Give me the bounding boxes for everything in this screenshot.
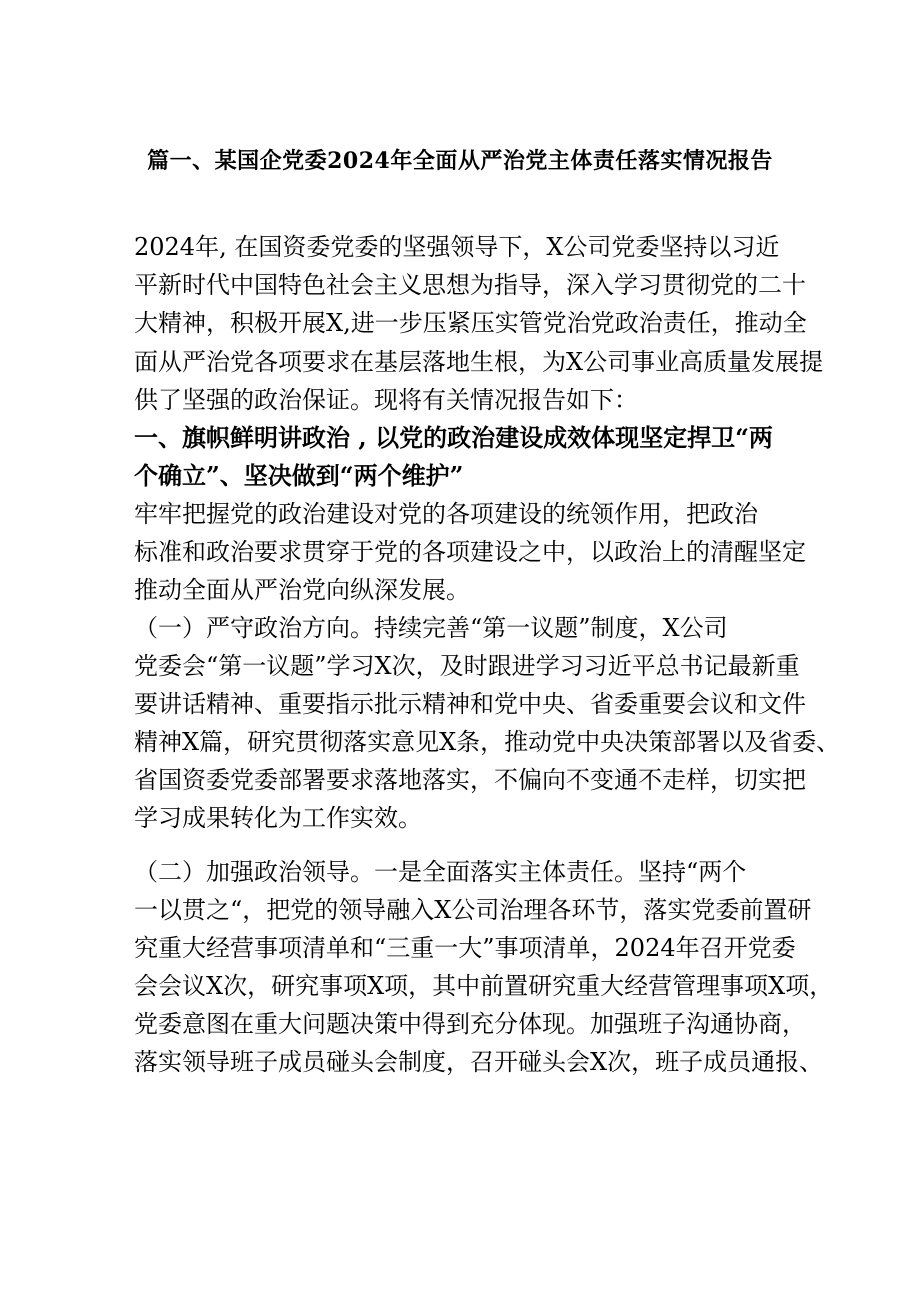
paragraph-line: （二）加强政治领导。一是全面落实主体责任。坚持“两个 [134, 858, 747, 886]
paragraph-line: 精神X篇，研究贯彻落实意见X条，推动党中央决策部署以及省委、 [134, 728, 841, 756]
paragraph-line: 面从严治党各项要求在基层落地生根，为X公司事业高质量发展提 [134, 348, 824, 376]
paragraph-line: 会会议X次，研究事项X项，其中前置研究重大经营管理事项X项， [134, 972, 834, 1000]
paragraph-line: 标准和政治要求贯穿于党的各项建设之中，以政治上的清醒坚定 [134, 538, 806, 566]
paragraph-line: 省国资委党委部署要求落地落实，不偏向不变通不走样，切实把 [134, 766, 806, 794]
paragraph-line: 供了坚强的政治保证。现将有关情况报告如下： [134, 386, 638, 414]
section-heading-line: 一、旗帜鲜明讲政治 , 以党的政治建设成效体现坚定捍卫“两 [134, 423, 773, 452]
paragraph-line: 要讲话精神、重要指示批示精神和党中央、省委重要会议和文件 [134, 690, 806, 718]
paragraph-line: 党委会“第一议题”学习X次，及时跟进学习习近平总书记最新重 [134, 652, 800, 680]
paragraph-line: 学习成果转化为工作实效。 [134, 804, 422, 832]
paragraph-line: 牢牢把握党的政治建设对党的各项建设的统领作用，把政治 [134, 500, 758, 528]
section-heading-line: 个确立”、坚决做到“两个维护” [134, 461, 464, 490]
paragraph-line: 推动全面从严治党向纵深发展。 [134, 576, 470, 604]
paragraph-line: 落实领导班子成员碰头会制度，召开碰头会X次，班子成员通报、 [134, 1048, 824, 1076]
paragraph-line: 平新时代中国特色社会主义思想为指导，深入学习贯彻党的二十 [134, 271, 806, 299]
paragraph-line: 2024年, 在国资委党委的坚强领导下，X公司党委坚持以习近 [134, 233, 780, 261]
paragraph-line: （一）严守政治方向。持续完善“第一议题”制度，X公司 [134, 614, 728, 642]
paragraph-line: 一以贯之“，把党的领导融入X公司治理各环节，落实党委前置研 [134, 896, 812, 924]
paragraph-line: 究重大经营事项清单和“三重一大”事项清单，2024年召开党委 [134, 934, 796, 962]
paragraph-line: 大精神，积极开展X,进一步压紧压实管党治党政治责任，推动全 [134, 309, 807, 337]
paragraph-line: 党委意图在重大问题决策中得到充分体现。加强班子沟通协商， [134, 1010, 806, 1038]
document-title: 篇一、某国企党委2024年全面从严治党主体责任落实情况报告 [147, 148, 773, 174]
